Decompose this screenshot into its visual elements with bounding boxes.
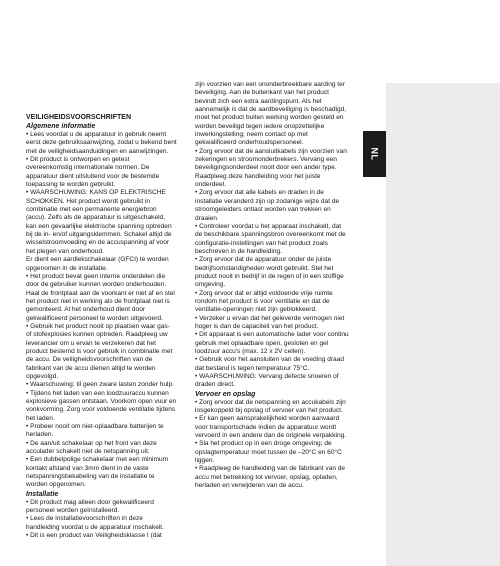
- language-tab-label: NL: [369, 147, 380, 161]
- install-item: • WAARSCHUWING: Vervang defecte snoeren of draden direct.: [195, 373, 339, 389]
- general-item: • Dit product is ontworpen en getest overeenkomstig internationale normen. De apparatuur dient uitsluitend voor de bestemde toepassing te worden gebruikt.: [26, 156, 160, 189]
- transport-item: • Raadpleeg de handleiding van de fabrikant van de accu met betrekking tot vervoer, opslag, opladen, herladen en verwijderen van de accu.: [195, 465, 346, 490]
- language-tab: [363, 131, 386, 177]
- install-item: • Dit is een product van Veiligheidsklasse I (dat: [26, 532, 162, 540]
- install-list-continued: [195, 81, 350, 390]
- general-item: • WAARSCHUWING: KANS OP ELEKTRISCHE SCHOKKEN. Het product wordt gebruikt in combinatie met een permanente energiebron (accu). Zelfs als de apparatuur is uitgeschakeld, kan een gevaarlijke elektrische spanning optreden bij de in- en/of uitgangsklemmen. Schakel altijd de wisselstroomvoeding en de accuspanning af voor het plegen van onderhoud.: [26, 189, 172, 255]
- general-list: [26, 131, 177, 490]
- page-sidebar: [386, 83, 500, 566]
- install-item: • Zorg ervoor dat de apparatuur onder de juiste bedrijfsomstandigheden wordt gebruikt. Stel het product nooit in bedrijf in de regen of in een stoffige omgeving.: [195, 256, 344, 289]
- general-item: • Waarschuwing: til geen zware lasten zonder hulp.: [26, 381, 174, 389]
- general-item: • Het product bevat geen interne onderdelen die door de gebruiker kunnen worden onderhouden. Haal de frontplaat aan de voorkant er niet af en stel het product niet in werking als de frontplaat niet is gemonteerd. Al het onderhoud dient door gekwalificeerd personeel te worden uitgevoerd.: [26, 272, 175, 322]
- left-column: [26, 113, 177, 541]
- install-heading: Installatie: [26, 490, 59, 498]
- install-item: • Dit apparaat is een automatische lader voor continu gebruik met oplaadbare open, gesloten en gel loodzuur accu's (max. 12 x 2V cellen).: [195, 331, 349, 355]
- transport-item: • Er kan geen aansprakelijkheid worden aanvaard voor transportschade indien de apparatuur wordt vervoerd in een andere dan de originele verpakking.: [195, 415, 347, 440]
- install-item: • Gebruik voor het aansluiten van de voeding draad dat bestand is tegen temperatuur 75°C.: [195, 356, 344, 372]
- install-item: • Dit product mag alleen door gekwalificeerd personeel worden geïnstalleerd.: [26, 498, 154, 515]
- general-item: • Lees voordat u de apparatuur in gebruik neemt eerst deze gebruiksaanwijzing, zodat u bekend bent met de veiligheidsaanduidingen en aanwijzingen.: [26, 131, 177, 155]
- install-list: [26, 499, 177, 541]
- install-item: • Lees de installatievoorschriften in deze handleiding voordat u de apparatuur inschakelt.: [26, 515, 164, 531]
- install-item: • Zorg ervoor dat de aansluitkabels zijn voorzien van zekeringen en stroomonderbrekers. Vervang een beveiligingsonderdeel nooit door een ander type. Raadpleeg deze handleiding voor het juiste onderdeel.: [195, 147, 347, 189]
- transport-list: [195, 399, 350, 491]
- section-title: VEILIGHEIDSVOORSCHRIFTEN: [26, 114, 132, 121]
- general-item: • Probeer nooit om niet-oplaadbare batterijen te herladen.: [26, 423, 164, 439]
- general-item: • De aan/uit schakelaar op het front van deze acculader schakelt niet de netspanning uit.: [26, 439, 157, 456]
- general-heading: Algemene informatie: [26, 123, 96, 130]
- transport-item: • Sla het product op in een droge omgeving; de opslagtemperatuur moet tussen de –20°C en 60°C liggen.: [195, 440, 342, 465]
- install-item: • Verzeker u ervan dat het geleverde vermogen niet hoger is dan de capaciteit van het product.: [195, 314, 345, 330]
- general-item: Er dient een aardlekschakelaar (GFCI) te worden opgenomen in de installatie.: [26, 256, 169, 272]
- right-column: [195, 81, 350, 491]
- general-item: • Tijdens het laden van een loodzuuraccu kunnen explosieve gassen ontstaan. Voorkom open vuur en vonkvorming. Zorg voor voldoende ventilatie tijdens het laden.: [26, 389, 177, 422]
- install-item: zijn voorzien van een ononderbreekbare aarding ter beveiliging. Aan de buitenkant van het product bevindt zich een extra aardingspunt. Als het aannemelijk is dat de aardbeveiliging is beschadigd, moet het product buiten werking worden gesteld en worden beveiligd tegen iedere onopzettelijke inwerkingstelling; neem contact op met gekwalificeerd onderhoudspersoneel.: [195, 81, 347, 147]
- transport-item: • Zorg ervoor dat de netspanning en accukabels zijn losgekoppeld bij opslag of vervoer van het product.: [195, 398, 346, 415]
- install-item: • Zorg ervoor dat er altijd voldoende vrije ruimte rondom het product is voor ventilatie en dat de ventilatie-openingen niet zijn geblokkeerd.: [195, 289, 333, 314]
- transport-heading: Vervoer en opslag: [195, 390, 256, 398]
- general-item: • Gebruik het product nooit op plaatsen waar gas- of stofexplosies kunnen optreden. Raadpleeg uw leverancier om u ervan te verzekeren dat het product bestemd is voor gebruik in combinatie met de accu. De veiligheidsvoorschriften van de fabrikant van de accu dienen altijd te worden opgevolgd.: [26, 322, 173, 380]
- install-item: • Controleer voordat u het apparaat inschakelt, dat de beschikbare spanningsbron overeenkomt met de configuratie-instellingen van het product zoals beschreven in de handleiding.: [195, 222, 346, 255]
- install-item: • Zorg ervoor dat alle kabels en draden in de installatie veranderd zijn op zodanige wijze dat de stroomgeleiders ontlast worden van trekken en draaien.: [195, 189, 340, 222]
- general-item: • Een dubbelpolige schakelaar met een minimum kontakt afstand van 3mm dient in de vaste netspanningsbekabeling van de installatie te worden opgenomen.: [26, 456, 169, 489]
